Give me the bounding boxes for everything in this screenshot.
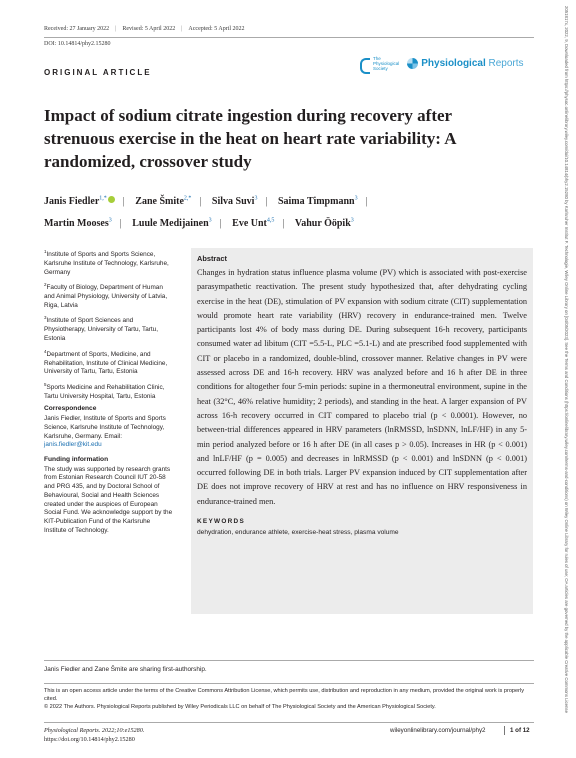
- affiliation: $^5$Sports Medicine and Rehabilitation Clinic, Tartu University Hospital, Tartu, Estonia: [44, 381, 165, 400]
- author-separator: |: [282, 217, 285, 229]
- sidebar-info: [44, 248, 174, 535]
- author-separator: |: [119, 217, 122, 229]
- license-block: [44, 687, 532, 711]
- accepted-date: Accepted: 5 April 2022: [188, 26, 245, 32]
- footer-separator: [504, 726, 505, 735]
- article-title: Impact of sodium citrate ingestion during recovery after strenuous exercise in the heat on heart rate variability: A randomized, crossover study: [44, 106, 456, 171]
- footer-divider: [44, 722, 534, 723]
- author-name[interactable]: Luule Medijainen$^3$: [132, 217, 212, 229]
- footer-divider: [44, 660, 534, 661]
- author-name[interactable]: Eve Unt$^{4,5}$: [232, 217, 275, 229]
- society-logo-icon: [360, 57, 370, 71]
- society-text-line3: Society: [373, 66, 388, 71]
- received-date: Received: 27 January 2022: [44, 26, 110, 32]
- author-list: [44, 190, 524, 233]
- affiliation: $^2$Faculty of Biology, Department of Human and Animal Physiology, University of Latvia, Riga, Latvia: [44, 282, 168, 309]
- email-link[interactable]: janis.fiedler@kit.edu: [44, 441, 102, 449]
- orcid-icon[interactable]: [108, 196, 115, 203]
- author-name[interactable]: Zane Šmite$^{2,*}$: [135, 196, 192, 208]
- date-separator: |: [115, 26, 117, 32]
- author-separator: |: [265, 196, 268, 208]
- author-name[interactable]: Janis Fiedler$^{1,*}$: [44, 196, 107, 208]
- society-text-line2: Physiological: [373, 61, 400, 66]
- footer-divider: [44, 683, 534, 684]
- doi[interactable]: DOI: 10.14814/phy2.15280: [44, 41, 111, 47]
- page-number: 1 of 12: [510, 727, 530, 734]
- journal-reference: Physiological Reports. 2022;10:e15280.: [44, 727, 145, 734]
- affiliation: $^1$Institute of Sports and Sports Science, Karlsruhe Institute of Technology, Karlsruhe, Germany: [44, 249, 169, 276]
- author-note: Janis Fiedler and Zane Šmite are sharing first-authorship.: [44, 666, 207, 673]
- author-name[interactable]: Martin Mooses$^3$: [44, 217, 112, 229]
- correspondence-text: Janis Fiedler, Institute of Sports and Sports Science, Karlsruhe Institute of Technology, Karlsruhe, Germany. Email: janis.fiedler@kit.edu: [44, 415, 166, 449]
- author-name[interactable]: Silva Suvi$^3$: [211, 196, 258, 208]
- correspondence-heading: Correspondence: [44, 405, 97, 413]
- keywords-heading: KEYWORDS: [197, 518, 246, 526]
- license-text: This is an open access article under the terms of the Creative Commons Attribution License, which permits use, distribution and reproduction in any medium, provided the original work is properly cited.: [44, 688, 525, 702]
- society-text-line1: The: [373, 56, 381, 61]
- download-notice-strip: [561, 6, 570, 751]
- author-name[interactable]: Saima Timpmann$^3$: [277, 196, 358, 208]
- abstract-box: [191, 248, 533, 614]
- header-divider: [44, 37, 534, 38]
- email-label: Email:: [104, 432, 123, 440]
- affiliation: $^4$Department of Sports, Medicine, and Rehabilitation, Institute of Clinical Medicine, University of Tartu, Tartu, Estonia: [44, 348, 168, 376]
- abstract-heading: Abstract: [197, 254, 227, 263]
- doi-url[interactable]: https://doi.org/10.14814/phy2.15280: [44, 735, 135, 743]
- journal-site-link[interactable]: wileyonlinelibrary.com/journal/phy2: [390, 727, 486, 734]
- author-separator: |: [122, 196, 125, 208]
- journal-name-light: Reports: [488, 58, 524, 69]
- date-separator: |: [181, 26, 183, 32]
- keywords-text: dehydration, endurance athlete, exercise-heat stress, plasma volume: [197, 529, 399, 537]
- funding-heading: Funding information: [44, 455, 109, 463]
- author-separator: |: [219, 217, 222, 229]
- journal-name: [421, 58, 523, 69]
- society-logo: [360, 56, 399, 71]
- article-type: ORIGINAL ARTICLE: [44, 68, 152, 77]
- physiological-reports-icon: [407, 58, 418, 69]
- abstract-text: Changes in hydration status influence plasma volume (PV) which is associated with post-exercise parasympathetic reactivation. The present study hypothesized that, after dehydrating cycling exercise in the heat (DE), stimulation of PV expansion with sodium citrate (CIT) supplementation would promote heart rate variability (HRV) recovery in endurance-trained men. Twelve participants lost 4% of body mass during DE. During subsequent 16-h recovery, participants consumed water ad libitum (CIT =5.5-L, PLC =5.1-L) and ate prescribed food supplemented with CIT or placebo in a randomized, double-blind, crossover manner. Relative changes in PV were assessed across DE and 16-h recovery. HRV was analyzed before and 16 h after DE in three conditions for altogether four 5-min periods: supine in a thermoneutral environment, supine in the heat (32°C, 46% relative humidity; 2 periods), and standing in the heat. A larger expansion of PV across 16-h recovery occurred in CIT compared to placebo trial (p < 0.0001). However, no between-trial differences appeared in HRV parameters (lnRMSSD, lnSDNN, lnLF/HF) in any 5-min period analyzed before or 16 h after DE (in all cases p > 0.05). Increases in HR (p < 0.001) and lnLF/HF (p = 0.005) and decreases in lnRMSSD (p < 0.001) and lnSDNN (p < 0.001) occurred following DE in both trials. Larger PV expansion induced by CIT supplementation after DE does not improve recovery of HRV at rest and has no influence on HRV responsiveness in endurance-trained men.: [197, 268, 527, 506]
- journal-logo[interactable]: [360, 56, 524, 71]
- article-dates: [44, 26, 245, 32]
- author-name[interactable]: Vahur Ööpik$^3$: [294, 217, 354, 229]
- journal-citation: [44, 727, 144, 744]
- copyright-text: © 2022 The Authors. Physiological Reports published by Wiley Periodicals LLC on behalf of The Physiological Society and the American Physiological Society.: [44, 704, 436, 710]
- affiliation: $^3$Institute of Sport Sciences and Physiotherapy, University of Tartu, Tartu, Estonia: [44, 315, 159, 342]
- revised-date: Revised: 5 April 2022: [122, 26, 176, 32]
- funding-text: The study was supported by research grants from Estonian Research Council IUT 20-58 and PRG 435, and by Doctoral School of Behavioural, Social and Health Sciences created under the auspices of European Social Fund. We acknowledge support by the KIT-Publication Fund of the Karlsruhe Institute of Technology.: [44, 465, 173, 534]
- journal-name-bold: Physiological: [421, 58, 486, 69]
- download-notice-text: 2051817x, 2022, 9, Downloaded from https://physoc.onlinelibrary.wiley.com/doi/10.14814/phy2.15280 by Karlsruher Institut F. Technologie, Wiley Online Library on [04/05/2023]. See the Terms and Conditions (https://onlinelibrary.wiley.com/terms-and-conditions) on Wiley Online Library for rules of use; OA articles are governed by the applicable Creative Commons License: [564, 6, 569, 713]
- author-separator: |: [365, 196, 368, 208]
- author-separator: |: [199, 196, 202, 208]
